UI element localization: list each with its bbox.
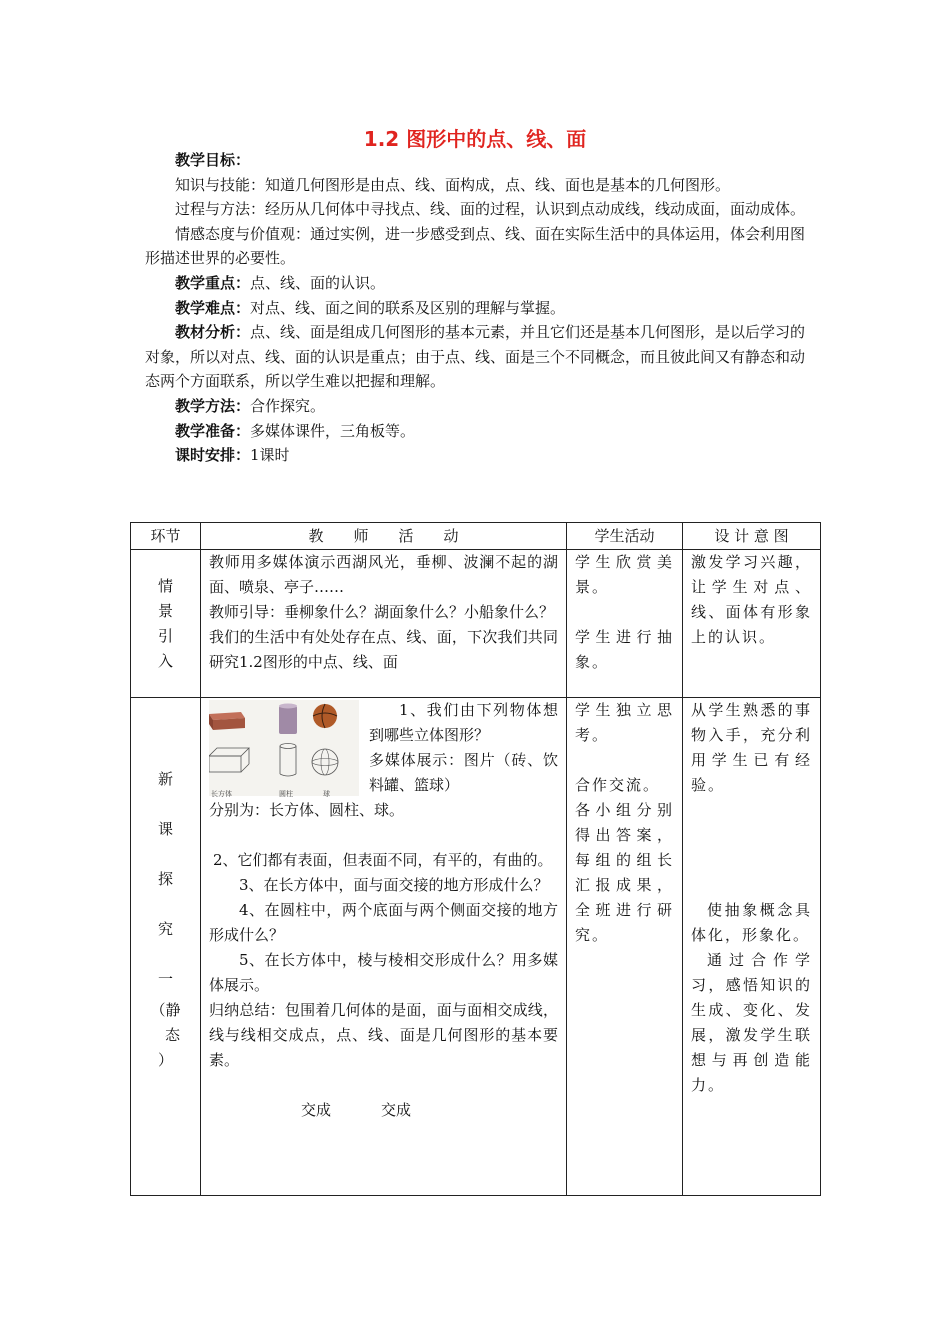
stage-char: （静 [150,1001,181,1019]
label-cuboid: 长方体 [211,790,232,798]
question-1: 1、我们由下列物体想到哪些立体图形？ [369,701,558,744]
header-stage: 环节 [131,523,201,550]
header-student: 学生活动 [567,523,683,550]
stage-char: 入 [157,652,173,670]
stage-char: ） [157,1051,173,1069]
stage-char: 课 [157,820,173,838]
teacher-cell-explore [201,698,567,1196]
stage-char: 究 [157,920,173,938]
stage-char: 情 [157,577,173,595]
key-text: 点、线、面的认识。 [250,273,386,292]
goals-label: 教学目标： [175,151,251,169]
question-2: 2、它们都有表面，但表面不同，有平的，有曲的。 [213,851,553,869]
teacher-cell-intro [201,550,567,698]
difficulty-text: 对点、线、面之间的联系及区别的理解与掌握。 [250,298,566,317]
lesson-table [130,522,821,1196]
solids-picture [209,700,359,796]
stage-char: 引 [157,627,173,645]
goal-process: 过程与方法：经历从几何体中寻找点、线、面的过程，认识到点动成线，线动成面，面动成体。 [175,200,806,219]
label-sphere: 球 [323,790,330,798]
analysis-paragraph [145,320,810,394]
goal-knowledge: 知识与技能：知道几何图形是由点、线、面构成，点、线、面也是基本的几何图形。 [175,175,731,194]
method-label: 教学方法： [175,396,251,415]
summary: 归纳总结：包围着几何体的是面，面与面相交成线，线与线相交成点，点、线、面是几何图形的基本要素。 [209,1001,558,1069]
prep-text: 多媒体课件，三角板等。 [250,421,416,440]
schedule-label: 课时安排： [175,446,251,465]
solids-answer: 分别为：长方体、圆柱、球。 [209,801,405,819]
design-text: 通过合作学习，感悟知识的生成、变化、发展，激发学生联想与再创造能力。 [691,951,812,1094]
goal-attitude: 情感态度与价值观：通过实例，进一步感受到点、线、面在实际生活中的具体运用，体会利用图形描述世界的必要性。 [145,224,806,268]
stage-char: 新 [157,770,173,788]
table-header-row [131,523,821,550]
solids-intro [209,698,558,823]
media-display: 多媒体展示：图片（砖、饮料罐、篮球） [369,751,558,794]
stage-char: 态 [164,1026,180,1044]
teacher-text: 我们的生活中有处处存在点、线、面，下次我们共同研究1.2图形的中点、线、面 [209,628,558,671]
stage-cell-explore [131,698,201,1196]
difficulty-label: 教学难点： [175,298,251,317]
question-4: 4、在圆柱中，两个底面与两个侧面交接的地方形成什么？ [209,901,558,944]
key-label: 教学重点： [175,273,251,292]
design-text: 从学生熟悉的事物入手，充分利用学生已有经验。 [691,701,812,794]
stage-cell-intro [131,550,201,698]
page-title: 1.2 图形中的点、线、面 [363,127,587,151]
design-text: 激发学习兴趣，让学生对点、线、面体有形象上的认识。 [691,553,812,646]
prep-label: 教学准备： [175,421,251,440]
question-3: 3、在长方体中，面与面交接的地方形成什么？ [239,876,549,894]
key-point [145,271,810,296]
label-cylinder: 圆柱 [279,790,293,798]
cross-label: 交成 [301,1101,332,1119]
lesson-intro [145,148,810,468]
design-cell-explore [683,698,821,1196]
schedule-line [145,443,810,468]
teacher-text: 教师用多媒体演示西湖风光，垂柳、波澜不起的湖面、喷泉、亭子…… [209,553,558,596]
cross-label: 交成 [381,1101,412,1119]
cross-labels [209,1098,558,1123]
stage-char: 探 [157,870,173,888]
student-text: 合作交流。 [575,776,661,794]
table-row [131,698,821,1196]
student-text: 学生欣赏美景。 [575,553,674,596]
header-teacher: 教 师 活 动 [201,523,567,550]
teacher-text: 教师引导：垂柳象什么？湖面象什么？小船象什么？ [209,603,555,621]
schedule-text: 1课时 [250,446,290,465]
design-text: 使抽象概念具体化，形象化。 [691,901,812,944]
table-row [131,550,821,698]
question-5: 5、在长方体中，棱与棱相交形成什么？用多媒体展示。 [209,951,558,994]
student-cell-explore [567,698,683,1196]
student-text: 学生独立思考。 [575,701,674,744]
student-text: 学生进行抽象。 [575,628,674,671]
analysis-label: 教材分析： [175,323,251,342]
student-text: 各小组分别得出答案，每组的组长汇报成果，全班进行研究。 [575,801,674,944]
prep-line [145,419,810,444]
stage-char: 一 [157,970,173,988]
method-text: 合作探究。 [250,396,326,415]
method-line [145,394,810,419]
analysis-text: 点、线、面是组成几何图形的基本元素，并且它们还是基本几何图形，是以后学习的对象，所以对点、线、面的认识是重点；由于点、线、面是三个不同概念，而且彼此间又有静态和动态两个方面联系，所以学生难以把握和理解。 [145,323,806,391]
stage-char: 景 [157,602,173,620]
header-design: 设 计 意 图 [683,523,821,550]
design-cell-intro [683,550,821,698]
student-cell-intro [567,550,683,698]
difficulty-point [145,296,810,321]
